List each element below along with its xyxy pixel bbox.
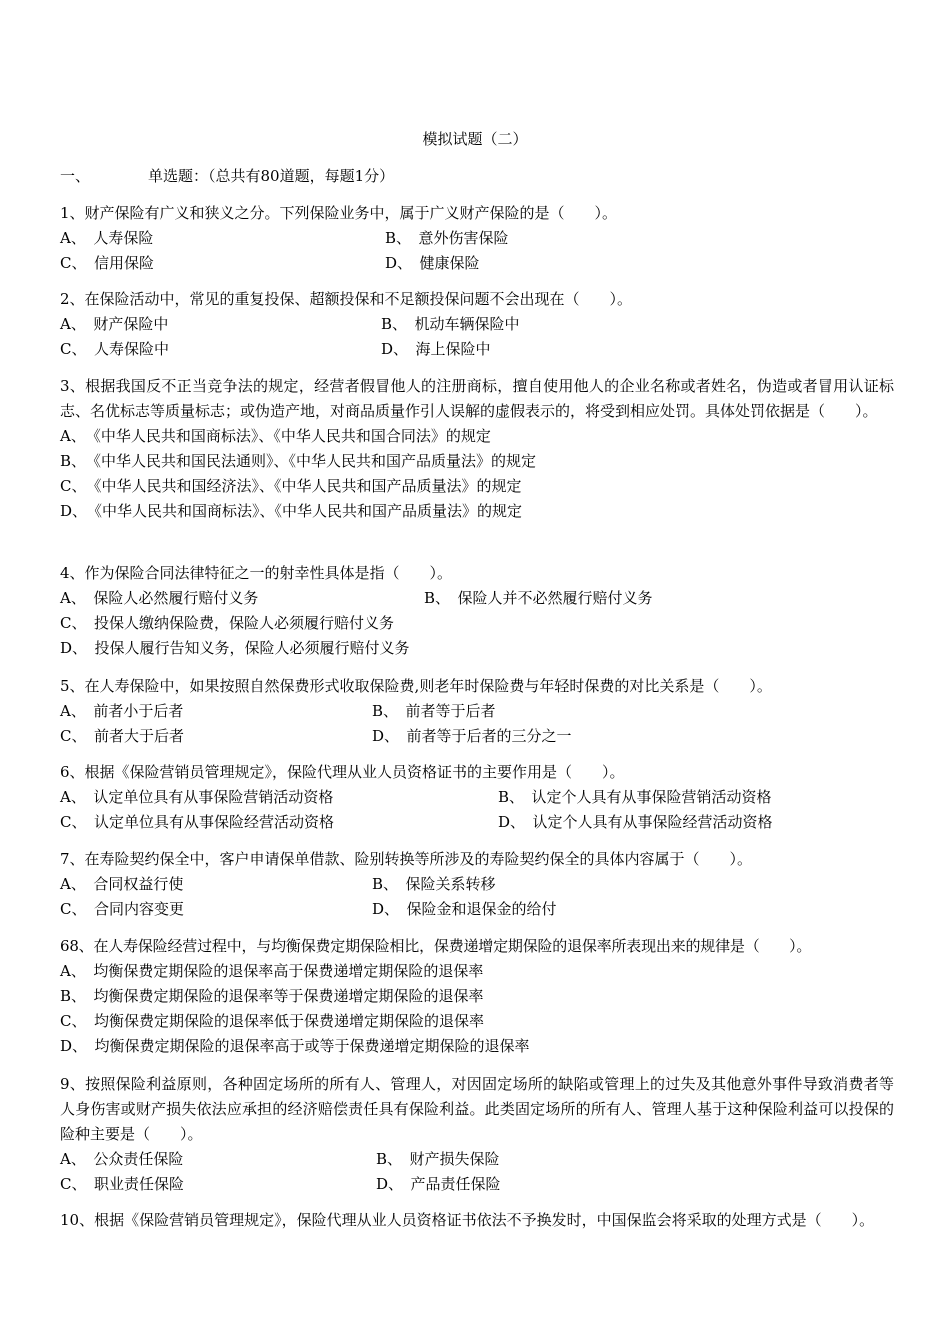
option-d: D、 海上保险中: [381, 340, 491, 358]
option-d: D、 均衡保费定期保险的退保率高于或等于保费递增定期保险的退保率: [60, 1037, 530, 1055]
option-b: B、 保险人并不必然履行赔付义务: [424, 589, 653, 607]
question-9: [60, 1072, 894, 1197]
option-b: B、 机动车辆保险中: [381, 315, 520, 333]
question-68: [60, 934, 910, 1059]
question-5: [60, 674, 894, 749]
option-c: C、 前者大于后者: [60, 727, 184, 745]
question-stem: 2、在保险活动中，常见的重复投保、超额投保和不足额投保问题不会出现在（ ）。: [60, 290, 633, 308]
option-c: C、 认定单位具有从事保险经营活动资格: [60, 813, 334, 831]
option-d: D、 《中华人民共和国商标法》、《中华人民共和国产品质量法》的规定: [60, 502, 523, 520]
question-stem: 7、在寿险契约保全中，客户申请保单借款、险别转换等所涉及的寿险契约保全的具体内容属于（ ）。: [60, 850, 753, 868]
option-b: B、 意外伤害保险: [385, 229, 509, 247]
option-d: D、 认定个人具有从事保险经营活动资格: [498, 813, 773, 831]
section-text: 单选题：（总共有80道题，每题1分）: [148, 167, 395, 185]
question-10: [60, 1208, 894, 1233]
option-b: B、 《中华人民共和国民法通则》、《中华人民共和国产品质量法》的规定: [60, 452, 537, 470]
option-a: A、 财产保险中: [60, 315, 169, 333]
option-d: D、 前者等于后者的三分之一: [372, 727, 572, 745]
question-stem: 3、根据我国反不正当竞争法的规定，经营者假冒他人的注册商标，擅自使用他人的企业名称或者姓名，伪造或者冒用认证标志、名优标志等质量标志；或伪造产地，对商品质量作引人误解的虚假表示的，将受到相应处罚。具体处罚依据是（ ）。: [60, 377, 894, 420]
option-a: A、 前者小于后者: [60, 702, 184, 720]
section-number: 一、: [60, 167, 91, 185]
option-d: D、 产品责任保险: [376, 1175, 501, 1193]
question-stem: 4、作为保险合同法律特征之一的射幸性具体是指（ ）。: [60, 564, 453, 582]
question-stem: 5、在人寿保险中，如果按照自然保费形式收取保险费,则老年时保险费与年轻时保费的对比关系是（ ）。: [60, 677, 772, 695]
option-a: A、 《中华人民共和国商标法》、《中华人民共和国合同法》的规定: [60, 427, 491, 445]
question-6: [60, 760, 894, 835]
question-stem: 6、根据《保险营销员管理规定》，保险代理从业人员资格证书的主要作用是（ ）。: [60, 763, 625, 781]
option-a: A、 公众责任保险: [60, 1150, 184, 1168]
question-1: [60, 201, 894, 276]
option-c: C、 职业责任保险: [60, 1175, 184, 1193]
option-b: B、 保险关系转移: [372, 875, 496, 893]
option-c: C、 信用保险: [60, 254, 154, 272]
option-d: D、 保险金和退保金的给付: [372, 900, 557, 918]
option-b: B、 认定个人具有从事保险营销活动资格: [498, 788, 772, 806]
question-stem: 9、按照保险利益原则，各种固定场所的所有人、管理人，对因固定场所的缺陷或管理上的过失及其他意外事件导致消费者等人身伤害或财产损失依法应承担的经济赔偿责任具有保险利益。此类固定场所的所有人、管理人基于这种保险利益可以投保的险种主要是（ ）。: [60, 1075, 894, 1143]
option-b: B、 前者等于后者: [372, 702, 496, 720]
option-a: A、 认定单位具有从事保险营销活动资格: [60, 788, 334, 806]
option-b: B、 财产损失保险: [376, 1150, 500, 1168]
option-a: A、 合同权益行使: [60, 875, 184, 893]
section-heading: [60, 165, 394, 187]
option-c: C、 投保人缴纳保险费，保险人必须履行赔付义务: [60, 614, 394, 632]
question-7: [60, 847, 894, 922]
option-a: A、 人寿保险: [60, 229, 154, 247]
question-4: [60, 561, 894, 661]
question-3: [60, 374, 894, 524]
option-a: A、 保险人必然履行赔付义务: [60, 589, 259, 607]
option-c: C、 《中华人民共和国经济法》、《中华人民共和国产品质量法》的规定: [60, 477, 522, 495]
option-d: D、 投保人履行告知义务，保险人必须履行赔付义务: [60, 639, 410, 657]
option-a: A、 均衡保费定期保险的退保率高于保费递增定期保险的退保率: [60, 962, 484, 980]
question-stem: 10、根据《保险营销员管理规定》，保险代理从业人员资格证书依法不予换发时，中国保监会将采取的处理方式是（ ）。: [60, 1211, 875, 1229]
question-stem: 1、财产保险有广义和狭义之分。下列保险业务中，属于广义财产保险的是（ ）。: [60, 204, 618, 222]
question-stem: 68、在人寿保险经营过程中，与均衡保费定期保险相比，保费递增定期保险的退保率所表现出来的规律是（ ）。: [60, 937, 812, 955]
option-c: C、 合同内容变更: [60, 900, 184, 918]
page-title: 模拟试题（二）: [422, 130, 528, 148]
question-2: [60, 287, 894, 362]
option-c: C、 人寿保险中: [60, 340, 169, 358]
option-b: B、 均衡保费定期保险的退保率等于保费递增定期保险的退保率: [60, 987, 484, 1005]
option-d: D、 健康保险: [385, 254, 480, 272]
option-c: C、 均衡保费定期保险的退保率低于保费递增定期保险的退保率: [60, 1012, 484, 1030]
